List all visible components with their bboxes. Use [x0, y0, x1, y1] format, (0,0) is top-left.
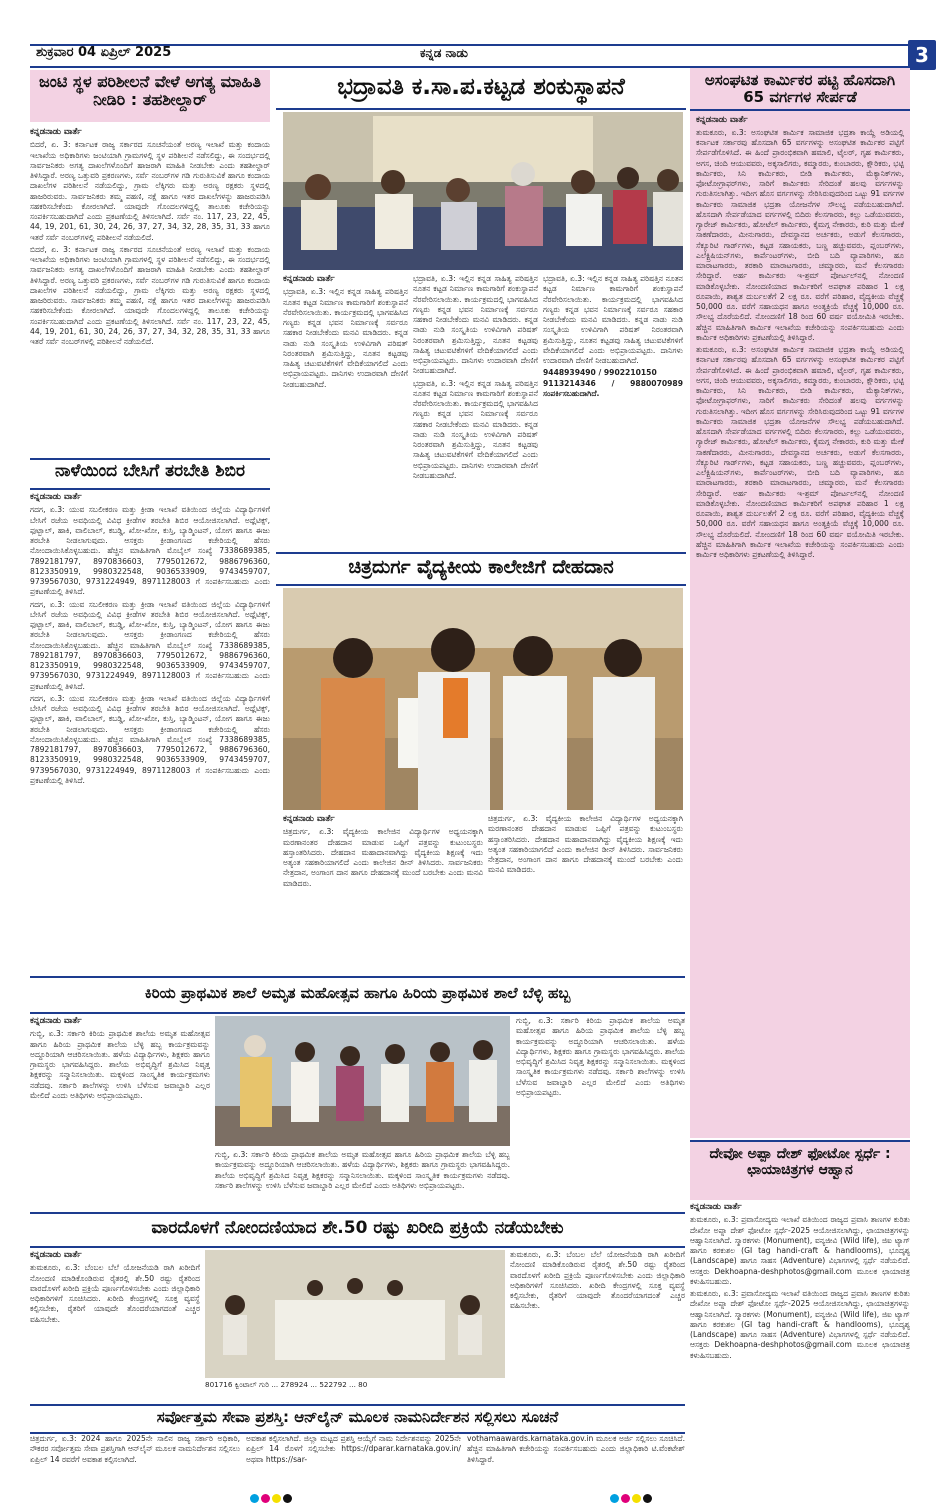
sarvottama-col1: ಚಿತ್ರದುರ್ಗ, ಏ.3: 2024 ಹಾಗೂ 2025ನೇ ಸಾಲಿನ ರಾಜ್ಯ ಸರ್ಕಾರಿ ಅಧಿಕಾರಿ, ನೌಕರರ ಸರ್ವೋತ್ತಮ ಸೇವಾ ಪ್ರಶಸ್ತಿಗಾಗಿ ಆನ್‌ಲೈನ್ ಮೂಲಕ ನಾಮನಿರ್ದೇಶನ ಸಲ್ಲಿಸಲು ಏಪ್ರಿಲ್ 14 ರವರೆಗೆ ಅವಕಾಶ ಕಲ್ಪಿಸಲಾಗಿದೆ. — [30, 1434, 240, 1464]
amrutha-col3 — [516, 1016, 685, 1206]
bhadravati-photo-graphic — [283, 112, 683, 270]
besige-headline-box — [30, 458, 270, 490]
ragi-body-1: ತುಮಕೂರು, ಏ.3: ಬೆಂಬಲ ಬೆಲೆ ಯೋಜನೆಯಡಿ ರಾಗಿ ಖರೀದಿಗೆ ನೋಂದಣಿ ಮಾಡಿಕೊಂಡಿರುವ ರೈತರಲ್ಲಿ ಶೇ.50 ರಷ್ಟು ರೈತರಿಂದ ವಾರದೊಳಗೆ ಖರೀದಿ ಪ್ರಕ್ರಿಯೆ ಪೂರ್ಣಗೊಳಿಸಬೇಕು ಎಂದು ಜಿಲ್ಲಾಧಿಕಾರಿ ಅಧಿಕಾರಿಗಳಿಗೆ ಸೂಚಿಸಿದರು. ಖರೀದಿ ಕೇಂದ್ರಗಳಲ್ಲಿ ಸೂಕ್ತ ವ್ಯವಸ್ಥೆ ಕಲ್ಪಿಸಬೇಕು, ರೈತರಿಗೆ ಯಾವುದೇ ತೊಂದರೆಯಾಗದಂತೆ ಎಚ್ಚರ ವಹಿಸಬೇಕು. — [30, 1263, 200, 1324]
page-number: 3 — [908, 40, 936, 70]
asanghatita-headline: ಅಸಂಘಟಿತ ಕಾರ್ಮಿಕರ ಪಟ್ಟಿ ಹೊಸದಾಗಿ 65 ವರ್ಗಗಳ ಸೇರ್ಪಡೆ — [690, 68, 910, 111]
photocontest-body: ತುಮಕೂರು, ಏ.3: ಪ್ರವಾಸೋದ್ಯಮ ಇಲಾಖೆ ವತಿಯಿಂದ ರಾಜ್ಯದ ಪ್ರವಾಸಿ ತಾಣಗಳ ಕುರಿತು ದೇಖೋ ಅಪ್ನಾ ದೇಶ್ ಫೋಟೋ ಸ್ಪರ್ಧೆ-2025 ಆಯೋಜಿಸಲಾಗಿದ್ದು, ಛಾಯಾಚಿತ್ರಗಳನ್ನು ಆಹ್ವಾನಿಸಲಾಗಿದೆ. ಸ್ಮಾರಕಗಳು (Monument), ವನ್ಯಜೀವಿ (Wild life), ಜಿಐ ಟ್ಯಾಗ್ ಹಾಗೂ ಕರಕುಶಲ (GI tag handi-craft & handlooms), ಭೂದೃಶ್ಯ (Landscape) ಹಾಗೂ ಸಾಹಸ (Adventure) ವಿಭಾಗಗಳಲ್ಲಿ ಸ್ಪರ್ಧೆ ನಡೆಯಲಿದೆ. ಆಸಕ್ತರು Dekhoapna-deshphotos@gmail.com ಮೂಲಕ ಛಾಯಾಚಿತ್ರ ಕಳುಹಿಸಬಹುದು. — [690, 1215, 910, 1286]
ragi-photo-text: 801716 ಕ್ವಿಂಟಾಲ್ ಗುರಿ ... 278924 ... 522792 ... 80 — [205, 1380, 368, 1389]
bhadravati-body-2: ಭದ್ರಾವತಿ, ಏ.3: ಇಲ್ಲಿನ ಕನ್ನಡ ಸಾಹಿತ್ಯ ಪರಿಷತ್ತಿನ ನೂತನ ಕಟ್ಟಡ ನಿರ್ಮಾಣ ಕಾಮಗಾರಿಗೆ ಶಂಕುಸ್ಥಾಪನೆ ನೆರವೇರಿಸಲಾಯಿತು. ಕಾರ್ಯಕ್ರಮದಲ್ಲಿ ಭಾಗವಹಿಸಿದ ಗಣ್ಯರು ಕನ್ನಡ ಭವನ ನಿರ್ಮಾಣಕ್ಕೆ ಸರ್ವರೂ ಸಹಕಾರ ನೀಡಬೇಕೆಂದು ಮನವಿ ಮಾಡಿದರು. ಕನ್ನಡ ನಾಡು ನುಡಿ ಸಂಸ್ಕೃತಿಯ ಉಳಿವಿಗಾಗಿ ಪರಿಷತ್ ನಿರಂತರವಾಗಿ ಶ್ರಮಿಸುತ್ತಿದ್ದು, ನೂತನ ಕಟ್ಟಡವು ಸಾಹಿತ್ಯ ಚಟುವಟಿಕೆಗಳಿಗೆ ವೇದಿಕೆಯಾಗಲಿದೆ ಎಂದು ಅಭಿಪ್ರಾಯಪಟ್ಟರು. ದಾನಿಗಳು ಉದಾರವಾಗಿ ದೇಣಿಗೆ ನೀಡಬಹುದಾಗಿದೆ. — [413, 274, 538, 376]
chitradurga-byline: ಕನ್ನಡನಾಡು ವಾರ್ತೆ — [283, 814, 335, 824]
chitradurga-body-1: ಚಿತ್ರದುರ್ಗ, ಏ.3: ವೈದ್ಯಕೀಯ ಕಾಲೇಜಿನ ವಿದ್ಯಾರ್ಥಿಗಳ ಅಧ್ಯಯನಕ್ಕಾಗಿ ಮರಣಾನಂತರ ದೇಹದಾನ ಮಾಡುವ ಒಪ್ಪಿಗೆ ಪತ್ರವನ್ನು ಕುಟುಂಬಸ್ಥರು ಹಸ್ತಾಂತರಿಸಿದರು. ದೇಹದಾನ ಮಹಾದಾನವಾಗಿದ್ದು ವೈದ್ಯಕೀಯ ಶಿಕ್ಷಣಕ್ಕೆ ಇದು ಅತ್ಯಂತ ಸಹಕಾರಿಯಾಗಲಿದೆ ಎಂದು ಕಾಲೇಜಿನ ಡೀನ್ ತಿಳಿಸಿದರು. ಸಾರ್ವಜನಿಕರು ನೇತ್ರದಾನ, ಅಂಗಾಂಗ ದಾನ ಹಾಗೂ ದೇಹದಾನಕ್ಕೆ ಮುಂದೆ ಬರಬೇಕು ಎಂದು ಮನವಿ ಮಾಡಿದರು. — [283, 827, 483, 888]
besige-body-cont: ಗದಗ, ಏ.3: ಯುವ ಸಬಲೀಕರಣ ಮತ್ತು ಕ್ರೀಡಾ ಇಲಾಖೆ ವತಿಯಿಂದ ಜಿಲ್ಲೆಯ ವಿದ್ಯಾರ್ಥಿಗಳಿಗೆ ಬೇಸಿಗೆ ರಜೆಯ ಅವಧಿಯಲ್ಲಿ ವಿವಿಧ ಕ್ರೀಡೆಗಳ ತರಬೇತಿ ಶಿಬಿರ ಆಯೋಜಿಸಲಾಗಿದೆ. ಅಥ್ಲೆಟಿಕ್ಸ್, ಫುಟ್ಬಾಲ್, ಹಾಕಿ, ವಾಲಿಬಾಲ್, ಕಬಡ್ಡಿ, ಖೋ-ಖೋ, ಕುಸ್ತಿ, ಬ್ಯಾಡ್ಮಿಂಟನ್, ಯೋಗ ಹಾಗೂ ಈಜು ತರಬೇತಿ ನೀಡಲಾಗುವುದು. ಆಸಕ್ತರು ಕ್ರೀಡಾಂಗಣದ ಕಚೇರಿಯಲ್ಲಿ ಹೆಸರು ನೋಂದಾಯಿಸಿಕೊಳ್ಳಬಹುದು. ಹೆಚ್ಚಿನ ಮಾಹಿತಿಗಾಗಿ ಮೊಬೈಲ್ ಸಂಖ್ಯೆ 7338689385, 7892181797, 8970836603, 7795012672, 9886796360, 8123350919, 9980322548, 9036533909, 9743459707, 9739567030, 9731224949, 8971128003 ಗೆ ಸಂಪರ್ಕಿಸಬಹುದು ಎಂದು ಪ್ರಕಟಣೆಯಲ್ಲಿ ತಿಳಿಸಿದೆ. — [30, 599, 270, 691]
jantisthala-byline: ಕನ್ನಡನಾಡು ವಾರ್ತೆ — [30, 127, 82, 137]
amrutha-byline: ಕನ್ನಡನಾಡು ವಾರ್ತೆ — [30, 1016, 82, 1026]
amrutha-photo-graphic — [215, 1016, 510, 1146]
photocontest-headline: ದೇವೋ ಅಪ್ಪಾ ದೇಶ್ ಫೋಟೋ ಸ್ಪರ್ಧೆ : ಛಾಯಾಚಿತ್ರಗಳ ಆಹ್ವಾನ — [709, 1146, 891, 1179]
chitradurga-col1 — [283, 814, 483, 972]
bhadravati-body-1: ಭದ್ರಾವತಿ, ಏ.3: ಇಲ್ಲಿನ ಕನ್ನಡ ಸಾಹಿತ್ಯ ಪರಿಷತ್ತಿನ ನೂತನ ಕಟ್ಟಡ ನಿರ್ಮಾಣ ಕಾಮಗಾರಿಗೆ ಶಂಕುಸ್ಥಾಪನೆ ನೆರವೇರಿಸಲಾಯಿತು. ಕಾರ್ಯಕ್ರಮದಲ್ಲಿ ಭಾಗವಹಿಸಿದ ಗಣ್ಯರು ಕನ್ನಡ ಭವನ ನಿರ್ಮಾಣಕ್ಕೆ ಸರ್ವರೂ ಸಹಕಾರ ನೀಡಬೇಕೆಂದು ಮನವಿ ಮಾಡಿದರು. ಕನ್ನಡ ನಾಡು ನುಡಿ ಸಂಸ್ಕೃತಿಯ ಉಳಿವಿಗಾಗಿ ಪರಿಷತ್ ನಿರಂತರವಾಗಿ ಶ್ರಮಿಸುತ್ತಿದ್ದು, ನೂತನ ಕಟ್ಟಡವು ಸಾಹಿತ್ಯ ಚಟುವಟಿಕೆಗಳಿಗೆ ವೇದಿಕೆಯಾಗಲಿದೆ ಎಂದು ಅಭಿಪ್ರಾಯಪಟ್ಟರು. ದಾನಿಗಳು ಉದಾರವಾಗಿ ದೇಣಿಗೆ ನೀಡಬಹುದಾಗಿದೆ. — [283, 287, 408, 389]
bhadravati-contact: 9448939490 / 9902210150 9113214346 / 9880070989 ಸಂಪರ್ಕಿಸಬಹುದಾಗಿದೆ. — [543, 368, 683, 398]
cmyk-marks-left — [250, 1488, 294, 1507]
amrutha-col1 — [30, 1016, 210, 1206]
chitradurga-col2 — [488, 814, 683, 972]
ragi-col3 — [510, 1250, 685, 1398]
issue-date: ಶುಕ್ರವಾರ 04 ಏಪ್ರಿಲ್ 2025 — [36, 45, 172, 60]
amrutha-headline-box — [30, 976, 685, 1014]
amrutha-body-1: ಗುಬ್ಬಿ, ಏ.3: ಸರ್ಕಾರಿ ಕಿರಿಯ ಪ್ರಾಥಮಿಕ ಶಾಲೆಯ ಅಮೃತ ಮಹೋತ್ಸವ ಹಾಗೂ ಹಿರಿಯ ಪ್ರಾಥಮಿಕ ಶಾಲೆಯ ಬೆಳ್ಳಿ ಹಬ್ಬ ಕಾರ್ಯಕ್ರಮವನ್ನು ಅದ್ದೂರಿಯಾಗಿ ಆಚರಿಸಲಾಯಿತು. ಹಳೆಯ ವಿದ್ಯಾರ್ಥಿಗಳು, ಶಿಕ್ಷಕರು ಹಾಗೂ ಗ್ರಾಮಸ್ಥರು ಭಾಗವಹಿಸಿದ್ದರು. ಶಾಲೆಯ ಅಭಿವೃದ್ಧಿಗೆ ಶ್ರಮಿಸಿದ ನಿವೃತ್ತ ಶಿಕ್ಷಕರನ್ನು ಸನ್ಮಾನಿಸಲಾಯಿತು. ಮಕ್ಕಳಿಂದ ಸಾಂಸ್ಕೃತಿಕ ಕಾರ್ಯಕ್ರಮಗಳು ನಡೆದವು. ಸರ್ಕಾರಿ ಶಾಲೆಗಳನ್ನು ಉಳಿಸಿ ಬೆಳೆಸುವ ಜವಾಬ್ದಾರಿ ಎಲ್ಲರ ಮೇಲಿದೆ ಎಂದು ಅತಿಥಿಗಳು ಅಭಿಪ್ರಾಯಪಟ್ಟರು. — [30, 1029, 210, 1100]
ragi-byline: ಕನ್ನಡನಾಡು ವಾರ್ತೆ — [30, 1250, 82, 1260]
ragi-headline-box — [30, 1212, 685, 1248]
amrutha-headline: ಕಿರಿಯ ಪ್ರಾಥಮಿಕ ಶಾಲೆ ಅಮೃತ ಮಹೋತ್ಸವ ಹಾಗೂ ಹಿರಿಯ ಪ್ರಾಥಮಿಕ ಶಾಲೆ ಬೆಳ್ಳಿ ಹಬ್ಬ — [144, 984, 571, 1002]
paper-name: ಕನ್ನಡ ನಾಡು — [420, 46, 468, 60]
chitradurga-photo-graphic — [283, 588, 683, 810]
page-header — [30, 43, 929, 68]
chitradurga-headline-box — [276, 552, 686, 586]
besige-body: ಗದಗ, ಏ.3: ಯುವ ಸಬಲೀಕರಣ ಮತ್ತು ಕ್ರೀಡಾ ಇಲಾಖೆ ವತಿಯಿಂದ ಜಿಲ್ಲೆಯ ವಿದ್ಯಾರ್ಥಿಗಳಿಗೆ ಬೇಸಿಗೆ ರಜೆಯ ಅವಧಿಯಲ್ಲಿ ವಿವಿಧ ಕ್ರೀಡೆಗಳ ತರಬೇತಿ ಶಿಬಿರ ಆಯೋಜಿಸಲಾಗಿದೆ. ಅಥ್ಲೆಟಿಕ್ಸ್, ಫುಟ್ಬಾಲ್, ಹಾಕಿ, ವಾಲಿಬಾಲ್, ಕಬಡ್ಡಿ, ಖೋ-ಖೋ, ಕುಸ್ತಿ, ಬ್ಯಾಡ್ಮಿಂಟನ್, ಯೋಗ ಹಾಗೂ ಈಜು ತರಬೇತಿ ನೀಡಲಾಗುವುದು. ಆಸಕ್ತರು ಕ್ರೀಡಾಂಗಣದ ಕಚೇರಿಯಲ್ಲಿ ಹೆಸರು ನೋಂದಾಯಿಸಿಕೊಳ್ಳಬಹುದು. ಹೆಚ್ಚಿನ ಮಾಹಿತಿಗಾಗಿ ಮೊಬೈಲ್ ಸಂಖ್ಯೆ 7338689385, 7892181797, 8970836603, 7795012672, 9886796360, 8123350919, 9980322548, 9036533909, 9743459707, 9739567030, 9731224949, 8971128003 ಗೆ ಸಂಪರ್ಕಿಸಬಹುದು ಎಂದು ಪ್ರಕಟಣೆಯಲ್ಲಿ ತಿಳಿಸಿದೆ. — [30, 505, 270, 597]
besige-body-cont2: ಗದಗ, ಏ.3: ಯುವ ಸಬಲೀಕರಣ ಮತ್ತು ಕ್ರೀಡಾ ಇಲಾಖೆ ವತಿಯಿಂದ ಜಿಲ್ಲೆಯ ವಿದ್ಯಾರ್ಥಿಗಳಿಗೆ ಬೇಸಿಗೆ ರಜೆಯ ಅವಧಿಯಲ್ಲಿ ವಿವಿಧ ಕ್ರೀಡೆಗಳ ತರಬೇತಿ ಶಿಬಿರ ಆಯೋಜಿಸಲಾಗಿದೆ. ಅಥ್ಲೆಟಿಕ್ಸ್, ಫುಟ್ಬಾಲ್, ಹಾಕಿ, ವಾಲಿಬಾಲ್, ಕಬಡ್ಡಿ, ಖೋ-ಖೋ, ಕುಸ್ತಿ, ಬ್ಯಾಡ್ಮಿಂಟನ್, ಯೋಗ ಹಾಗೂ ಈಜು ತರಬೇತಿ ನೀಡಲಾಗುವುದು. ಆಸಕ್ತರು ಕ್ರೀಡಾಂಗಣದ ಕಚೇರಿಯಲ್ಲಿ ಹೆಸರು ನೋಂದಾಯಿಸಿಕೊಳ್ಳಬಹುದು. ಹೆಚ್ಚಿನ ಮಾಹಿತಿಗಾಗಿ ಮೊಬೈಲ್ ಸಂಖ್ಯೆ 7338689385, 7892181797, 8970836603, 7795012672, 9886796360, 8123350919, 9980322548, 9036533909, 9743459707, 9739567030, 9731224949, 8971128003 ಗೆ ಸಂಪರ್ಕಿಸಬಹುದು ಎಂದು ಪ್ರಕಟಣೆಯಲ್ಲಿ ತಿಳಿಸಿದೆ. — [30, 693, 270, 785]
bhadravati-col3 — [543, 274, 683, 550]
photocontest-body-cont: ತುಮಕೂರು, ಏ.3: ಪ್ರವಾಸೋದ್ಯಮ ಇಲಾಖೆ ವತಿಯಿಂದ ರಾಜ್ಯದ ಪ್ರವಾಸಿ ತಾಣಗಳ ಕುರಿತು ದೇಖೋ ಅಪ್ನಾ ದೇಶ್ ಫೋಟೋ ಸ್ಪರ್ಧೆ-2025 ಆಯೋಜಿಸಲಾಗಿದ್ದು, ಛಾಯಾಚಿತ್ರಗಳನ್ನು ಆಹ್ವಾನಿಸಲಾಗಿದೆ. ಸ್ಮಾರಕಗಳು (Monument), ವನ್ಯಜೀವಿ (Wild life), ಜಿಐ ಟ್ಯಾಗ್ ಹಾಗೂ ಕರಕುಶಲ (GI tag handi-craft & handlooms), ಭೂದೃಶ್ಯ (Landscape) ಹಾಗೂ ಸಾಹಸ (Adventure) ವಿಭಾಗಗಳಲ್ಲಿ ಸ್ಪರ್ಧೆ ನಡೆಯಲಿದೆ. ಆಸಕ್ತರು Dekhoapna-deshphotos@gmail.com ಮೂಲಕ ಛಾಯಾಚಿತ್ರ ಕಳುಹಿಸಬಹುದು. — [690, 1289, 910, 1360]
amrutha-photo — [215, 1016, 510, 1146]
photocontest-article — [690, 1202, 910, 1472]
asanghatita-byline: ಕನ್ನಡನಾಡು ವಾರ್ತೆ — [696, 114, 748, 125]
jantisthala-body-cont: ಬಿದರೆ, ಏ. 3: ಕರ್ನಾಟಕ ರಾಜ್ಯ ಸರ್ಕಾರದ ಸೂಚನೆಯಂತೆ ಅರಣ್ಯ ಇಲಾಖೆ ಮತ್ತು ಕಂದಾಯ ಇಲಾಖೆಯ ಅಧಿಕಾರಿಗಳು ಜಂಟಿಯಾಗಿ ಗ್ರಾಮಗಳಲ್ಲಿ ಸ್ಥಳ ಪರಿಶೀಲನೆ ನಡೆಸಲಿದ್ದು, ಈ ಸಂದರ್ಭದಲ್ಲಿ ಸಾರ್ವಜನಿಕರು ಅಗತ್ಯ ದಾಖಲೆಗಳೊಂದಿಗೆ ಹಾಜರಾಗಿ ಮಾಹಿತಿ ನೀಡಬೇಕು ಎಂದು ತಹಶೀಲ್ದಾರ್ ತಿಳಿಸಿದ್ದಾರೆ. ಅರಣ್ಯ ಒತ್ತುವರಿ ಪ್ರಕರಣಗಳು, ಸರ್ವೆ ನಂಬರ್‌ಗಳ ಗಡಿ ಗುರುತಿಸುವಿಕೆ ಹಾಗೂ ಕಂದಾಯ ದಾಖಲೆಗಳ ಪರಿಶೀಲನೆ ನಡೆಯಲಿದ್ದು, ಗ್ರಾಮ ಲೆಕ್ಕಿಗರು ಮತ್ತು ಅರಣ್ಯ ರಕ್ಷಕರು ಸ್ಥಳದಲ್ಲಿ ಹಾಜರಿರುವರು. ಸಾರ್ವಜನಿಕರು ತಮ್ಮ ಪಹಣಿ, ನಕ್ಷೆ ಹಾಗೂ ಇತರ ದಾಖಲೆಗಳನ್ನು ಹಾಜರುಪಡಿಸಿ ಸಹಕರಿಸಬೇಕೆಂದು ಕೋರಲಾಗಿದೆ. ಯಾವುದೇ ಗೊಂದಲಗಳಿದ್ದಲ್ಲಿ ತಾಲೂಕು ಕಚೇರಿಯನ್ನು ಸಂಪರ್ಕಿಸಬಹುದಾಗಿದೆ ಎಂದು ಪ್ರಕಟಣೆಯಲ್ಲಿ ತಿಳಿಸಲಾಗಿದೆ. ಸರ್ವೆ ನಂ. 117, 23, 22, 45, 44, 19, 201, 61, 30, 24, 26, 37, 27, 34, 32, 28, 35, 31, 33 ಹಾಗೂ ಇತರೆ ಸರ್ವೆ ನಂಬರ್‌ಗಳಲ್ಲಿ ಪರಿಶೀಲನೆ ನಡೆಯಲಿದೆ. — [30, 244, 270, 347]
bhadravati-headline: ಭದ್ರಾವತಿ ಕ.ಸಾ.ಪ.ಕಟ್ಟಡ ಶಂಕುಸ್ಥಾಪನೆ — [337, 74, 625, 100]
photocontest-byline: ಕನ್ನಡನಾಡು ವಾರ್ತೆ — [690, 1202, 742, 1212]
cmyk-marks-right — [610, 1488, 654, 1507]
ragi-headline: ವಾರದೊಳಗೆ ನೋಂದಣಿಯಾದ ಶೇ.50 ರಷ್ಟು ಖರೀದಿ ಪ್ರಕ್ರಿಯೆ ನಡೆಯಬೇಕು — [151, 1218, 564, 1238]
amrutha-col2 — [215, 1150, 510, 1206]
jantisthala-headline-box — [30, 70, 270, 122]
bhadravati-photo — [283, 112, 683, 270]
ragi-col1 — [30, 1250, 200, 1398]
jantisthala-body: ಬಿದರೆ, ಏ. 3: ಕರ್ನಾಟಕ ರಾಜ್ಯ ಸರ್ಕಾರದ ಸೂಚನೆಯಂತೆ ಅರಣ್ಯ ಇಲಾಖೆ ಮತ್ತು ಕಂದಾಯ ಇಲಾಖೆಯ ಅಧಿಕಾರಿಗಳು ಜಂಟಿಯಾಗಿ ಗ್ರಾಮಗಳಲ್ಲಿ ಸ್ಥಳ ಪರಿಶೀಲನೆ ನಡೆಸಲಿದ್ದು, ಈ ಸಂದರ್ಭದಲ್ಲಿ ಸಾರ್ವಜನಿಕರು ಅಗತ್ಯ ದಾಖಲೆಗಳೊಂದಿಗೆ ಹಾಜರಾಗಿ ಮಾಹಿತಿ ನೀಡಬೇಕು ಎಂದು ತಹಶೀಲ್ದಾರ್ ತಿಳಿಸಿದ್ದಾರೆ. ಅರಣ್ಯ ಒತ್ತುವರಿ ಪ್ರಕರಣಗಳು, ಸರ್ವೆ ನಂಬರ್‌ಗಳ ಗಡಿ ಗುರುತಿಸುವಿಕೆ ಹಾಗೂ ಕಂದಾಯ ದಾಖಲೆಗಳ ಪರಿಶೀಲನೆ ನಡೆಯಲಿದ್ದು, ಗ್ರಾಮ ಲೆಕ್ಕಿಗರು ಮತ್ತು ಅರಣ್ಯ ರಕ್ಷಕರು ಸ್ಥಳದಲ್ಲಿ ಹಾಜರಿರುವರು. ಸಾರ್ವಜನಿಕರು ತಮ್ಮ ಪಹಣಿ, ನಕ್ಷೆ ಹಾಗೂ ಇತರ ದಾಖಲೆಗಳನ್ನು ಹಾಜರುಪಡಿಸಿ ಸಹಕರಿಸಬೇಕೆಂದು ಕೋರಲಾಗಿದೆ. ಯಾವುದೇ ಗೊಂದಲಗಳಿದ್ದಲ್ಲಿ ತಾಲೂಕು ಕಚೇರಿಯನ್ನು ಸಂಪರ್ಕಿಸಬಹುದಾಗಿದೆ ಎಂದು ಪ್ರಕಟಣೆಯಲ್ಲಿ ತಿಳಿಸಲಾಗಿದೆ. ಸರ್ವೆ ನಂ. 117, 23, 22, 45, 44, 19, 201, 61, 30, 24, 26, 37, 27, 34, 32, 28, 35, 31, 33 ಹಾಗೂ ಇತರೆ ಸರ್ವೆ ನಂಬರ್‌ಗಳಲ್ಲಿ ಪರಿಶೀಲನೆ ನಡೆಯಲಿದೆ. — [30, 140, 270, 242]
bhadravati-col1 — [283, 274, 408, 550]
besige-byline: ಕನ್ನಡನಾಡು ವಾರ್ತೆ — [30, 492, 82, 502]
chitradurga-photo — [283, 588, 683, 810]
sarvottama-headline-box — [30, 1404, 685, 1434]
jantisthala-article — [30, 127, 270, 457]
bhadravati-headline-box — [276, 70, 686, 110]
ragi-body-3: ತುಮಕೂರು, ಏ.3: ಬೆಂಬಲ ಬೆಲೆ ಯೋಜನೆಯಡಿ ರಾಗಿ ಖರೀದಿಗೆ ನೋಂದಣಿ ಮಾಡಿಕೊಂಡಿರುವ ರೈತರಲ್ಲಿ ಶೇ.50 ರಷ್ಟು ರೈತರಿಂದ ವಾರದೊಳಗೆ ಖರೀದಿ ಪ್ರಕ್ರಿಯೆ ಪೂರ್ಣಗೊಳಿಸಬೇಕು ಎಂದು ಜಿಲ್ಲಾಧಿಕಾರಿ ಅಧಿಕಾರಿಗಳಿಗೆ ಸೂಚಿಸಿದರು. ಖರೀದಿ ಕೇಂದ್ರಗಳಲ್ಲಿ ಸೂಕ್ತ ವ್ಯವಸ್ಥೆ ಕಲ್ಪಿಸಬೇಕು, ರೈತರಿಗೆ ಯಾವುದೇ ತೊಂದರೆಯಾಗದಂತೆ ಎಚ್ಚರ ವಹಿಸಬೇಕು. — [510, 1250, 685, 1311]
bhadravati-body-2b: ಭದ್ರಾವತಿ, ಏ.3: ಇಲ್ಲಿನ ಕನ್ನಡ ಸಾಹಿತ್ಯ ಪರಿಷತ್ತಿನ ನೂತನ ಕಟ್ಟಡ ನಿರ್ಮಾಣ ಕಾಮಗಾರಿಗೆ ಶಂಕುಸ್ಥಾಪನೆ ನೆರವೇರಿಸಲಾಯಿತು. ಕಾರ್ಯಕ್ರಮದಲ್ಲಿ ಭಾಗವಹಿಸಿದ ಗಣ್ಯರು ಕನ್ನಡ ಭವನ ನಿರ್ಮಾಣಕ್ಕೆ ಸರ್ವರೂ ಸಹಕಾರ ನೀಡಬೇಕೆಂದು ಮನವಿ ಮಾಡಿದರು. ಕನ್ನಡ ನಾಡು ನುಡಿ ಸಂಸ್ಕೃತಿಯ ಉಳಿವಿಗಾಗಿ ಪರಿಷತ್ ನಿರಂತರವಾಗಿ ಶ್ರಮಿಸುತ್ತಿದ್ದು, ನೂತನ ಕಟ್ಟಡವು ಸಾಹಿತ್ಯ ಚಟುವಟಿಕೆಗಳಿಗೆ ವೇದಿಕೆಯಾಗಲಿದೆ ಎಂದು ಅಭಿಪ್ರಾಯಪಟ್ಟರು. ದಾನಿಗಳು ಉದಾರವಾಗಿ ದೇಣಿಗೆ ನೀಡಬಹುದಾಗಿದೆ. — [413, 378, 538, 480]
asanghatita-article — [690, 111, 910, 1129]
sarvottama-headline: ಸರ್ವೋತ್ತಮ ಸೇವಾ ಪ್ರಶಸ್ತಿ: ಆನ್‌ಲೈನ್ ಮೂಲಕ ನಾಮನಿರ್ದೇಶನ ಸಲ್ಲಿಸಲು ಸೂಚನೆ — [156, 1408, 559, 1426]
chitradurga-body-2: ಚಿತ್ರದುರ್ಗ, ಏ.3: ವೈದ್ಯಕೀಯ ಕಾಲೇಜಿನ ವಿದ್ಯಾರ್ಥಿಗಳ ಅಧ್ಯಯನಕ್ಕಾಗಿ ಮರಣಾನಂತರ ದೇಹದಾನ ಮಾಡುವ ಒಪ್ಪಿಗೆ ಪತ್ರವನ್ನು ಕುಟುಂಬಸ್ಥರು ಹಸ್ತಾಂತರಿಸಿದರು. ದೇಹದಾನ ಮಹಾದಾನವಾಗಿದ್ದು ವೈದ್ಯಕೀಯ ಶಿಕ್ಷಣಕ್ಕೆ ಇದು ಅತ್ಯಂತ ಸಹಕಾರಿಯಾಗಲಿದೆ ಎಂದು ಕಾಲೇಜಿನ ಡೀನ್ ತಿಳಿಸಿದರು. ಸಾರ್ವಜನಿಕರು ನೇತ್ರದಾನ, ಅಂಗಾಂಗ ದಾನ ಹಾಗೂ ದೇಹದಾನಕ್ಕೆ ಮುಂದೆ ಬರಬೇಕು ಎಂದು ಮನವಿ ಮಾಡಿದರು. — [488, 814, 683, 875]
bhadravati-body-3: ಭದ್ರಾವತಿ, ಏ.3: ಇಲ್ಲಿನ ಕನ್ನಡ ಸಾಹಿತ್ಯ ಪರಿಷತ್ತಿನ ನೂತನ ಕಟ್ಟಡ ನಿರ್ಮಾಣ ಕಾಮಗಾರಿಗೆ ಶಂಕುಸ್ಥಾಪನೆ ನೆರವೇರಿಸಲಾಯಿತು. ಕಾರ್ಯಕ್ರಮದಲ್ಲಿ ಭಾಗವಹಿಸಿದ ಗಣ್ಯರು ಕನ್ನಡ ಭವನ ನಿರ್ಮಾಣಕ್ಕೆ ಸರ್ವರೂ ಸಹಕಾರ ನೀಡಬೇಕೆಂದು ಮನವಿ ಮಾಡಿದರು. ಕನ್ನಡ ನಾಡು ನುಡಿ ಸಂಸ್ಕೃತಿಯ ಉಳಿವಿಗಾಗಿ ಪರಿಷತ್ ನಿರಂತರವಾಗಿ ಶ್ರಮಿಸುತ್ತಿದ್ದು, ನೂತನ ಕಟ್ಟಡವು ಸಾಹಿತ್ಯ ಚಟುವಟಿಕೆಗಳಿಗೆ ವೇದಿಕೆಯಾಗಲಿದೆ ಎಂದು ಅಭಿಪ್ರಾಯಪಟ್ಟರು. ದಾನಿಗಳು ಉದಾರವಾಗಿ ದೇಣಿಗೆ ನೀಡಬಹುದಾಗಿದೆ. — [543, 274, 683, 365]
amrutha-body-2: ಗುಬ್ಬಿ, ಏ.3: ಸರ್ಕಾರಿ ಕಿರಿಯ ಪ್ರಾಥಮಿಕ ಶಾಲೆಯ ಅಮೃತ ಮಹೋತ್ಸವ ಹಾಗೂ ಹಿರಿಯ ಪ್ರಾಥಮಿಕ ಶಾಲೆಯ ಬೆಳ್ಳಿ ಹಬ್ಬ ಕಾರ್ಯಕ್ರಮವನ್ನು ಅದ್ದೂರಿಯಾಗಿ ಆಚರಿಸಲಾಯಿತು. ಹಳೆಯ ವಿದ್ಯಾರ್ಥಿಗಳು, ಶಿಕ್ಷಕರು ಹಾಗೂ ಗ್ರಾಮಸ್ಥರು ಭಾಗವಹಿಸಿದ್ದರು. ಶಾಲೆಯ ಅಭಿವೃದ್ಧಿಗೆ ಶ್ರಮಿಸಿದ ನಿವೃತ್ತ ಶಿಕ್ಷಕರನ್ನು ಸನ್ಮಾನಿಸಲಾಯಿತು. ಮಕ್ಕಳಿಂದ ಸಾಂಸ್ಕೃತಿಕ ಕಾರ್ಯಕ್ರಮಗಳು ನಡೆದವು. ಸರ್ಕಾರಿ ಶಾಲೆಗಳನ್ನು ಉಳಿಸಿ ಬೆಳೆಸುವ ಜವಾಬ್ದಾರಿ ಎಲ್ಲರ ಮೇಲಿದೆ ಎಂದು ಅತಿಥಿಗಳು ಅಭಿಪ್ರಾಯಪಟ್ಟರು. — [215, 1150, 510, 1190]
bhadravati-byline: ಕನ್ನಡನಾಡು ವಾರ್ತೆ — [283, 274, 335, 284]
asanghatita-body-cont: ತುಮಕೂರು, ಏ.3: ಅಸಂಘಟಿತ ಕಾರ್ಮಿಕ ಸಾಮಾಜಿಕ ಭದ್ರತಾ ಕಾಯ್ದೆ ಅಡಿಯಲ್ಲಿ ಕರ್ನಾಟಕ ಸರ್ಕಾರವು ಹೊಸದಾಗಿ 65 ವರ್ಗಗಳನ್ನು ಅಸಂಘಟಿತ ಕಾರ್ಮಿಕರ ಪಟ್ಟಿಗೆ ಸೇರ್ಪಡೆಗೊಳಿಸಿದೆ. ಈ ಹಿಂದೆ ಪ್ರಾರಂಭಿಕವಾಗಿ ಹಮಾಲಿ, ಟೈಲರ್, ಗೃಹ ಕಾರ್ಮಿಕರು, ಅಗಸ, ಚಿಂದಿ ಆಯುವವರು, ಅಕ್ಕಸಾಲಿಗರು, ಕಮ್ಮಾರರು, ಕುಂಬಾರರು, ಕ್ಷೌರಿಕರು, ಭಟ್ಟಿ ಕಾರ್ಮಿಕರು, ಸಿನಿ ಕಾರ್ಮಿಕರು, ಬೀಡಿ ಕಾರ್ಮಿಕರು, ಮೆಕ್ಯಾನಿಕ್‌ಗಳು, ಫೋಟೋಗ್ರಾಫರ್‌ಗಳು, ಸಾರಿಗೆ ಕಾರ್ಮಿಕರು ಸೇರಿದಂತೆ ಹಲವು ವರ್ಗಗಳನ್ನು ಗುರುತಿಸಲಾಗಿತ್ತು. ಇದೀಗ ಹೊಸ ವರ್ಗಗಳನ್ನು ಸೇರಿಸಿರುವುದರಿಂದ ಒಟ್ಟು 91 ವರ್ಗಗಳ ಕಾರ್ಮಿಕರು ಸಾಮಾಜಿಕ ಭದ್ರತಾ ಯೋಜನೆಗಳ ಸೌಲಭ್ಯ ಪಡೆಯಬಹುದಾಗಿದೆ. ಹೊಸದಾಗಿ ಸೇರ್ಪಡೆಯಾದ ವರ್ಗಗಳಲ್ಲಿ ಬಿದಿರು ಕೆಲಸಗಾರರು, ಕಲ್ಲು ಒಡೆಯುವವರು, ಗ್ಯಾರೇಜ್ ಕಾರ್ಮಿಕರು, ಹೋಟೆಲ್ ಕಾರ್ಮಿಕರು, ಕೈಮಗ್ಗ ನೇಕಾರರು, ಕುರಿ ಮತ್ತು ಮೇಕೆ ಸಾಕಣೆದಾರರು, ಮೀನುಗಾರರು, ದೇವಸ್ಥಾನದ ಅರ್ಚಕರು, ಅಡುಗೆ ಕೆಲಸಗಾರರು, ಸೆಕ್ಯೂರಿಟಿ ಗಾರ್ಡ್‌ಗಳು, ಕಟ್ಟಡ ಸಹಾಯಕರು, ಬಣ್ಣ ಹಚ್ಚುವವರು, ಪ್ಲಂಬರ್‌ಗಳು, ಎಲೆಕ್ಟ್ರಿಷಿಯನ್‌ಗಳು, ಕಾರ್ಪೆಂಟರ್‌ಗಳು, ಬೀದಿ ಬದಿ ವ್ಯಾಪಾರಿಗಳು, ಹೂ ಮಾರಾಟಗಾರರು, ತರಕಾರಿ ಮಾರಾಟಗಾರರು, ಚಮ್ಮಾರರು, ಮನೆ ಕೆಲಸಗಾರರು ಸೇರಿದ್ದಾರೆ. ಅರ್ಹ ಕಾರ್ಮಿಕರು ಇ-ಶ್ರಮ್ ಪೋರ್ಟಲ್‌ನಲ್ಲಿ ನೋಂದಣಿ ಮಾಡಿಕೊಳ್ಳಬೇಕು. ನೋಂದಣಿಯಾದ ಕಾರ್ಮಿಕರಿಗೆ ಅಪಘಾತ ಪರಿಹಾರ 1 ಲಕ್ಷ ರೂಪಾಯಿ, ಶಾಶ್ವತ ದುರ್ಬಲತೆಗೆ 2 ಲಕ್ಷ ರೂ. ವರೆಗೆ ಪರಿಹಾರ, ವೈದ್ಯಕೀಯ ವೆಚ್ಚಕ್ಕೆ 50,000 ರೂ. ವರೆಗೆ ಸಹಾಯಧನ ಹಾಗೂ ಅಂತ್ಯಕ್ರಿಯೆ ವೆಚ್ಚಕ್ಕೆ 10,000 ರೂ. ಸೌಲಭ್ಯ ದೊರೆಯಲಿದೆ. ನೋಂದಣಿಗೆ 18 ರಿಂದ 60 ವರ್ಷ ವಯೋಮಿತಿ ಇರಬೇಕು. ಹೆಚ್ಚಿನ ಮಾಹಿತಿಗಾಗಿ ಕಾರ್ಮಿಕ ಇಲಾಖೆಯ ಕಚೇರಿಯನ್ನು ಸಂಪರ್ಕಿಸಬಹುದು ಎಂದು ಕಾರ್ಮಿಕ ಅಧಿಕಾರಿಗಳು ಪ್ರಕಟಣೆಯಲ್ಲಿ ತಿಳಿಸಿದ್ದಾರೆ. — [696, 345, 904, 560]
amrutha-body-3: ಗುಬ್ಬಿ, ಏ.3: ಸರ್ಕಾರಿ ಕಿರಿಯ ಪ್ರಾಥಮಿಕ ಶಾಲೆಯ ಅಮೃತ ಮಹೋತ್ಸವ ಹಾಗೂ ಹಿರಿಯ ಪ್ರಾಥಮಿಕ ಶಾಲೆಯ ಬೆಳ್ಳಿ ಹಬ್ಬ ಕಾರ್ಯಕ್ರಮವನ್ನು ಅದ್ದೂರಿಯಾಗಿ ಆಚರಿಸಲಾಯಿತು. ಹಳೆಯ ವಿದ್ಯಾರ್ಥಿಗಳು, ಶಿಕ್ಷಕರು ಹಾಗೂ ಗ್ರಾಮಸ್ಥರು ಭಾಗವಹಿಸಿದ್ದರು. ಶಾಲೆಯ ಅಭಿವೃದ್ಧಿಗೆ ಶ್ರಮಿಸಿದ ನಿವೃತ್ತ ಶಿಕ್ಷಕರನ್ನು ಸನ್ಮಾನಿಸಲಾಯಿತು. ಮಕ್ಕಳಿಂದ ಸಾಂಸ್ಕೃತಿಕ ಕಾರ್ಯಕ್ರಮಗಳು ನಡೆದವು. ಸರ್ಕಾರಿ ಶಾಲೆಗಳನ್ನು ಉಳಿಸಿ ಬೆಳೆಸುವ ಜವಾಬ್ದಾರಿ ಎಲ್ಲರ ಮೇಲಿದೆ ಎಂದು ಅತಿಥಿಗಳು ಅಭಿಪ್ರಾಯಪಟ್ಟರು. — [516, 1016, 685, 1097]
besige-article — [30, 492, 270, 948]
sarvottama-col2: ಅವಕಾಶ ಕಲ್ಪಿಸಲಾಗಿದೆ. ಜಿಲ್ಲಾ ಮಟ್ಟದ ಪ್ರಶಸ್ತಿ ಆಯ್ಕೆಗೆ ನಾಮ ನಿರ್ದೇಶನವನ್ನು 2025ನೇ ಏಪ್ರಿಲ್ 14 ರೊಳಗೆ ಸಲ್ಲಿಸಬೇಕು https://dparar.karnataka.gov.in/ ಅಥವಾ https://sar- — [246, 1434, 461, 1464]
besige-headline: ನಾಳೆಯಿಂದ ಬೇಸಿಗೆ ತರಬೇತಿ ಶಿಬಿರ — [55, 461, 245, 481]
bhadravati-col2 — [413, 274, 538, 550]
ragi-photo-graphic — [205, 1250, 505, 1378]
photocontest-headline-box — [690, 1140, 910, 1200]
chitradurga-headline: ಚಿತ್ರದುರ್ಗ ವೈದ್ಯಕೀಯ ಕಾಲೇಜಿಗೆ ದೇಹದಾನ — [348, 556, 614, 578]
asanghatita-body: ತುಮಕೂರು, ಏ.3: ಅಸಂಘಟಿತ ಕಾರ್ಮಿಕ ಸಾಮಾಜಿಕ ಭದ್ರತಾ ಕಾಯ್ದೆ ಅಡಿಯಲ್ಲಿ ಕರ್ನಾಟಕ ಸರ್ಕಾರವು ಹೊಸದಾಗಿ 65 ವರ್ಗಗಳನ್ನು ಅಸಂಘಟಿತ ಕಾರ್ಮಿಕರ ಪಟ್ಟಿಗೆ ಸೇರ್ಪಡೆಗೊಳಿಸಿದೆ. ಈ ಹಿಂದೆ ಪ್ರಾರಂಭಿಕವಾಗಿ ಹಮಾಲಿ, ಟೈಲರ್, ಗೃಹ ಕಾರ್ಮಿಕರು, ಅಗಸ, ಚಿಂದಿ ಆಯುವವರು, ಅಕ್ಕಸಾಲಿಗರು, ಕಮ್ಮಾರರು, ಕುಂಬಾರರು, ಕ್ಷೌರಿಕರು, ಭಟ್ಟಿ ಕಾರ್ಮಿಕರು, ಸಿನಿ ಕಾರ್ಮಿಕರು, ಬೀಡಿ ಕಾರ್ಮಿಕರು, ಮೆಕ್ಯಾನಿಕ್‌ಗಳು, ಫೋಟೋಗ್ರಾಫರ್‌ಗಳು, ಸಾರಿಗೆ ಕಾರ್ಮಿಕರು ಸೇರಿದಂತೆ ಹಲವು ವರ್ಗಗಳನ್ನು ಗುರುತಿಸಲಾಗಿತ್ತು. ಇದೀಗ ಹೊಸ ವರ್ಗಗಳನ್ನು ಸೇರಿಸಿರುವುದರಿಂದ ಒಟ್ಟು 91 ವರ್ಗಗಳ ಕಾರ್ಮಿಕರು ಸಾಮಾಜಿಕ ಭದ್ರತಾ ಯೋಜನೆಗಳ ಸೌಲಭ್ಯ ಪಡೆಯಬಹುದಾಗಿದೆ. ಹೊಸದಾಗಿ ಸೇರ್ಪಡೆಯಾದ ವರ್ಗಗಳಲ್ಲಿ ಬಿದಿರು ಕೆಲಸಗಾರರು, ಕಲ್ಲು ಒಡೆಯುವವರು, ಗ್ಯಾರೇಜ್ ಕಾರ್ಮಿಕರು, ಹೋಟೆಲ್ ಕಾರ್ಮಿಕರು, ಕೈಮಗ್ಗ ನೇಕಾರರು, ಕುರಿ ಮತ್ತು ಮೇಕೆ ಸಾಕಣೆದಾರರು, ಮೀನುಗಾರರು, ದೇವಸ್ಥಾನದ ಅರ್ಚಕರು, ಅಡುಗೆ ಕೆಲಸಗಾರರು, ಸೆಕ್ಯೂರಿಟಿ ಗಾರ್ಡ್‌ಗಳು, ಕಟ್ಟಡ ಸಹಾಯಕರು, ಬಣ್ಣ ಹಚ್ಚುವವರು, ಪ್ಲಂಬರ್‌ಗಳು, ಎಲೆಕ್ಟ್ರಿಷಿಯನ್‌ಗಳು, ಕಾರ್ಪೆಂಟರ್‌ಗಳು, ಬೀದಿ ಬದಿ ವ್ಯಾಪಾರಿಗಳು, ಹೂ ಮಾರಾಟಗಾರರು, ತರಕಾರಿ ಮಾರಾಟಗಾರರು, ಚಮ್ಮಾರರು, ಮನೆ ಕೆಲಸಗಾರರು ಸೇರಿದ್ದಾರೆ. ಅರ್ಹ ಕಾರ್ಮಿಕರು ಇ-ಶ್ರಮ್ ಪೋರ್ಟಲ್‌ನಲ್ಲಿ ನೋಂದಣಿ ಮಾಡಿಕೊಳ್ಳಬೇಕು. ನೋಂದಣಿಯಾದ ಕಾರ್ಮಿಕರಿಗೆ ಅಪಘಾತ ಪರಿಹಾರ 1 ಲಕ್ಷ ರೂಪಾಯಿ, ಶಾಶ್ವತ ದುರ್ಬಲತೆಗೆ 2 ಲಕ್ಷ ರೂ. ವರೆಗೆ ಪರಿಹಾರ, ವೈದ್ಯಕೀಯ ವೆಚ್ಚಕ್ಕೆ 50,000 ರೂ. ವರೆಗೆ ಸಹಾಯಧನ ಹಾಗೂ ಅಂತ್ಯಕ್ರಿಯೆ ವೆಚ್ಚಕ್ಕೆ 10,000 ರೂ. ಸೌಲಭ್ಯ ದೊರೆಯಲಿದೆ. ನೋಂದಣಿಗೆ 18 ರಿಂದ 60 ವರ್ಷ ವಯೋಮಿತಿ ಇರಬೇಕು. ಹೆಚ್ಚಿನ ಮಾಹಿತಿಗಾಗಿ ಕಾರ್ಮಿಕ ಇಲಾಖೆಯ ಕಚೇರಿಯನ್ನು ಸಂಪರ್ಕಿಸಬಹುದು ಎಂದು ಕಾರ್ಮಿಕ ಅಧಿಕಾರಿಗಳು ಪ್ರಕಟಣೆಯಲ್ಲಿ ತಿಳಿಸಿದ್ದಾರೆ. — [696, 127, 904, 342]
ragi-photo — [205, 1250, 505, 1378]
asanghatita-box — [690, 68, 910, 1138]
sarvottama-col3: vothamaawards.karnataka.gov.in ಮೂಲಕ ಅರ್ಜಿ ಸಲ್ಲಿಸಲು ಸೂಚಿಸಿದೆ. ಹೆಚ್ಚಿನ ಮಾಹಿತಿಗಾಗಿ ಕಚೇರಿಯನ್ನು ಸಂಪರ್ಕಿಸಬಹುದು ಎಂದು ಜಿಲ್ಲಾಧಿಕಾರಿ ಟಿ.ವೆಂಕಟೇಶ್ ತಿಳಿಸಿದ್ದಾರೆ. — [467, 1434, 685, 1464]
jantisthala-headline: ಜಂಟಿ ಸ್ಥಳ ಪರಿಶೀಲನೆ ವೇಳೆ ಅಗತ್ಯ ಮಾಹಿತಿ ನೀಡಿರಿ : ತಹಶೀಲ್ದಾರ್ — [39, 72, 261, 110]
